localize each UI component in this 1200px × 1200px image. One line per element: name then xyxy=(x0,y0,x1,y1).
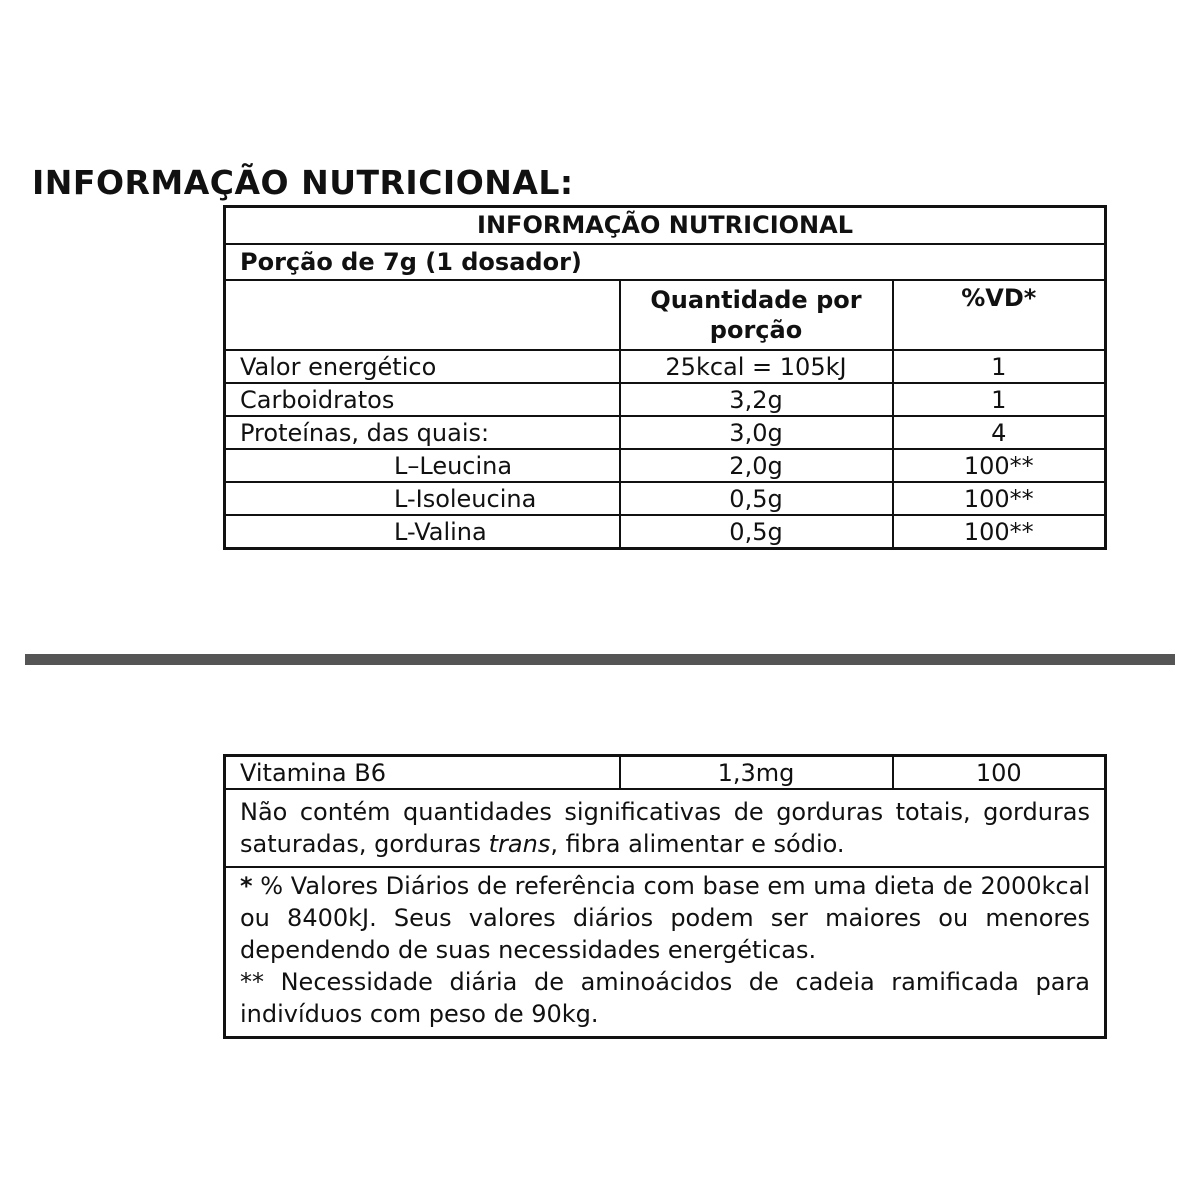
footnote-daily-values xyxy=(240,870,1090,966)
nutrient-name: L-Isoleucina xyxy=(225,482,620,515)
page-heading: INFORMAÇÃO NUTRICIONAL: xyxy=(32,163,574,202)
nutrient-name: Proteínas, das quais: xyxy=(225,416,620,449)
column-header-vd: %VD* xyxy=(893,280,1106,350)
footnote-daily-values-text: % Valores Diários de referência com base em uma dieta de 2000kcal ou 8400kJ. Seus valores diários podem ser maiores ou menores dependendo de suas necessidades energéticas. xyxy=(240,872,1090,964)
table-row xyxy=(225,482,1106,515)
nutrient-amount: 3,2g xyxy=(620,383,893,416)
column-header-amount: Quantidade por porção xyxy=(620,280,893,350)
nutrient-vd: 100** xyxy=(893,515,1106,549)
nutrient-name: L-Valina xyxy=(225,515,620,549)
table-row xyxy=(225,383,1106,416)
table-row xyxy=(225,756,1106,790)
nutrient-name: Valor energético xyxy=(225,350,620,383)
nutrient-vd: 1 xyxy=(893,350,1106,383)
nutrient-vd: 4 xyxy=(893,416,1106,449)
statement-italic-text: trans xyxy=(488,830,551,858)
column-header-nutrient xyxy=(225,280,620,350)
section-divider xyxy=(25,654,1175,665)
nutrient-name: Carboidratos xyxy=(225,383,620,416)
footnote-marker: * xyxy=(240,872,253,900)
table-row xyxy=(225,515,1106,549)
nutrient-vd: 100** xyxy=(893,482,1106,515)
nutrient-amount: 3,0g xyxy=(620,416,893,449)
nutrient-amount: 0,5g xyxy=(620,515,893,549)
table-title: INFORMAÇÃO NUTRICIONAL xyxy=(225,207,1106,245)
nutrient-amount: 0,5g xyxy=(620,482,893,515)
nutrient-name: Vitamina B6 xyxy=(225,756,620,790)
table-row xyxy=(225,350,1106,383)
nutrient-amount: 2,0g xyxy=(620,449,893,482)
nutrient-name: L–Leucina xyxy=(225,449,620,482)
nutrient-amount: 1,3mg xyxy=(620,756,893,790)
insignificant-amounts-statement xyxy=(225,789,1106,867)
statement-text-end: , fibra alimentar e sódio. xyxy=(550,830,845,858)
portion-size: Porção de 7g (1 dosador) xyxy=(225,244,1106,280)
statement-text: Não contém quantidades significativas de gorduras totais, gorduras saturadas, gorduras xyxy=(240,798,1090,858)
footnotes xyxy=(225,867,1106,1038)
nutrient-vd: 100 xyxy=(893,756,1106,790)
nutrient-vd: 100** xyxy=(893,449,1106,482)
table-row xyxy=(225,416,1106,449)
nutrient-vd: 1 xyxy=(893,383,1106,416)
nutrition-table xyxy=(223,205,1107,550)
nutrition-table-continued xyxy=(223,754,1107,1039)
table-row xyxy=(225,449,1106,482)
nutrient-amount: 25kcal = 105kJ xyxy=(620,350,893,383)
footnote-amino-acids: ** Necessidade diária de aminoácidos de cadeia ramificada para indivíduos com peso de 90kg. xyxy=(240,968,1090,1028)
